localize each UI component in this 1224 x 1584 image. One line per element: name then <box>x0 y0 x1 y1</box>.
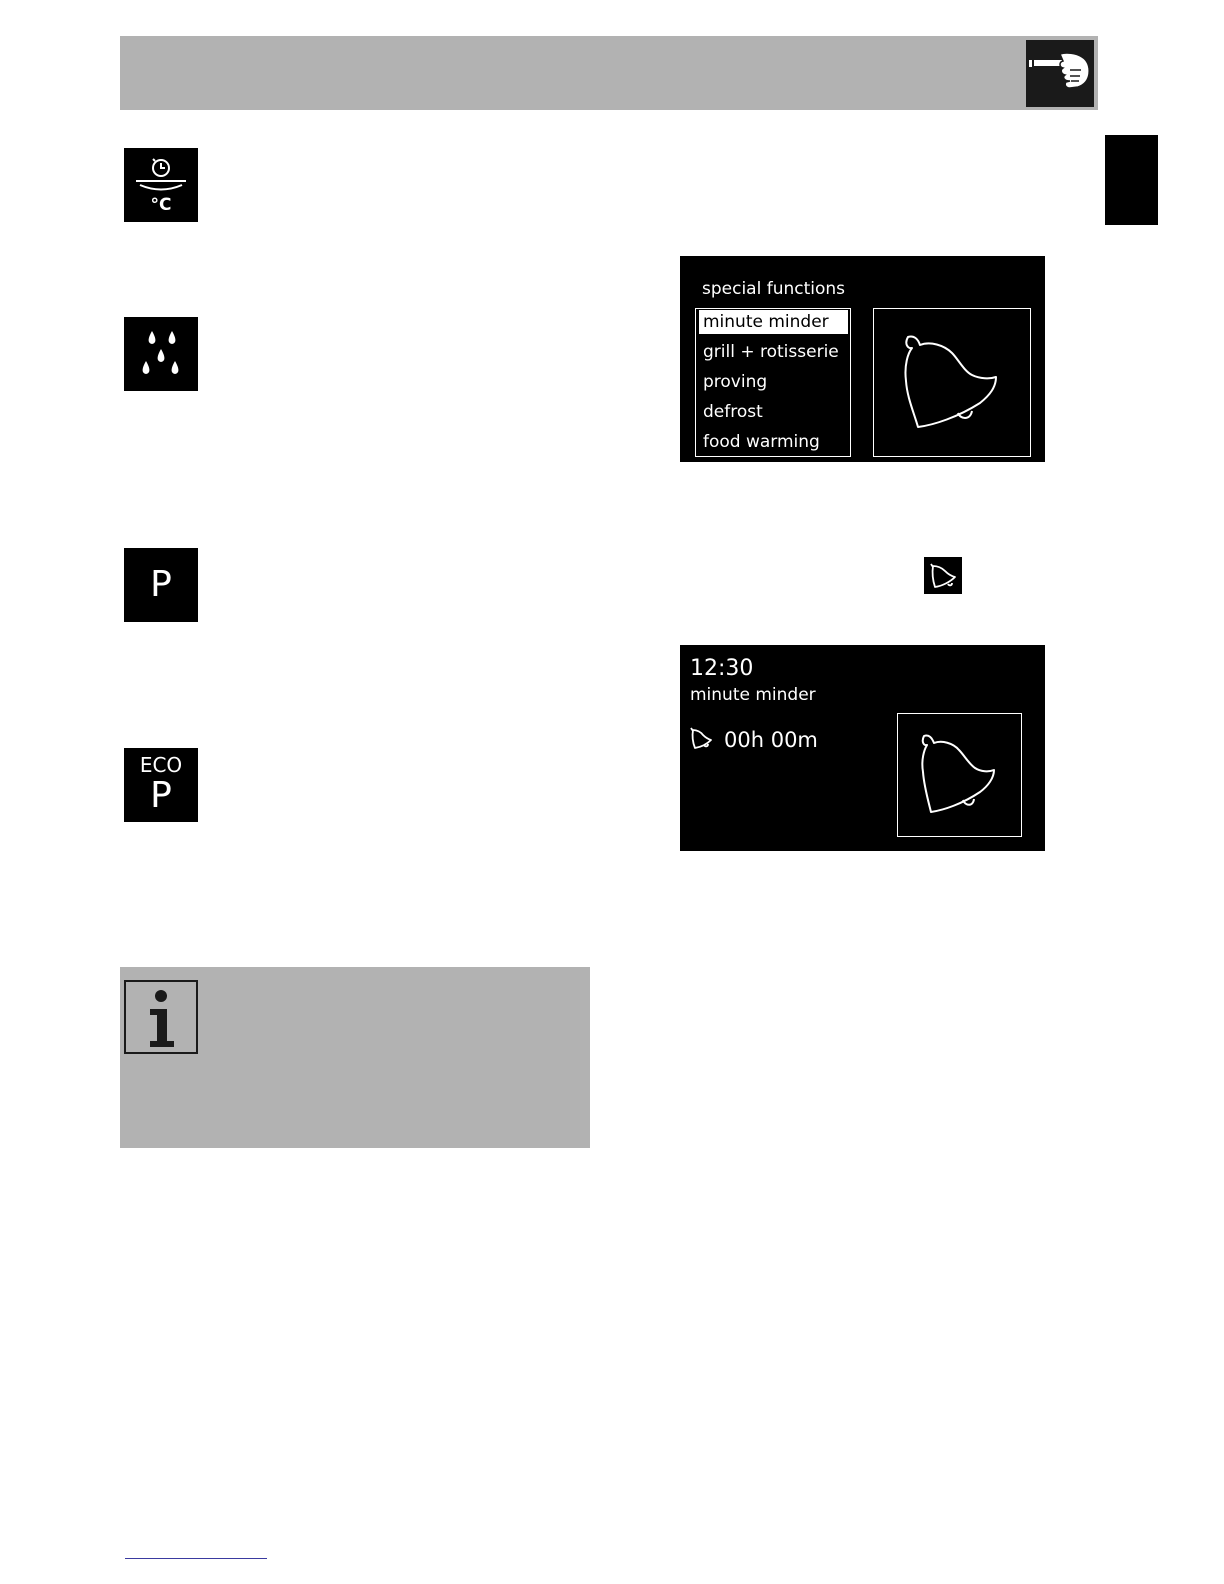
info-icon <box>124 980 198 1054</box>
menu-item-minute-minder[interactable]: minute minder <box>699 310 848 334</box>
clock-time: 12:30 <box>690 656 754 681</box>
bell-icon <box>924 557 962 594</box>
screen-title: special functions <box>702 279 846 299</box>
water-drops-icon <box>124 317 198 391</box>
header-bar <box>120 36 1098 110</box>
bell-icon <box>874 309 1030 456</box>
function-menu <box>695 308 851 457</box>
timer-value: 00h 00m <box>724 728 818 752</box>
info-panel <box>120 967 590 1148</box>
footer-link-underline <box>125 1558 267 1559</box>
screen-subtitle: minute minder <box>690 685 816 705</box>
menu-item-food-warming[interactable]: food warming <box>703 432 820 452</box>
eco-letter: P <box>150 775 172 816</box>
bell-icon <box>688 725 716 753</box>
side-tab <box>1105 135 1158 225</box>
minute-minder-screen <box>680 645 1045 851</box>
menu-item-grill-rotisserie[interactable]: grill + rotisserie <box>703 342 839 362</box>
menu-item-defrost[interactable]: defrost <box>703 402 763 422</box>
pyrolytic-letter: P <box>150 564 172 605</box>
minder-preview <box>897 713 1022 837</box>
function-preview <box>873 308 1031 457</box>
celsius-label: °C <box>150 195 172 215</box>
eco-label: ECO <box>139 753 183 777</box>
eco-pyrolytic-icon <box>124 748 198 822</box>
bell-icon <box>898 714 1021 836</box>
pointing-hand-icon <box>1026 40 1094 107</box>
timer-dish-celsius-icon <box>124 148 198 222</box>
menu-item-proving[interactable]: proving <box>703 372 768 392</box>
special-functions-screen <box>680 256 1045 462</box>
pyrolytic-icon <box>124 548 198 622</box>
